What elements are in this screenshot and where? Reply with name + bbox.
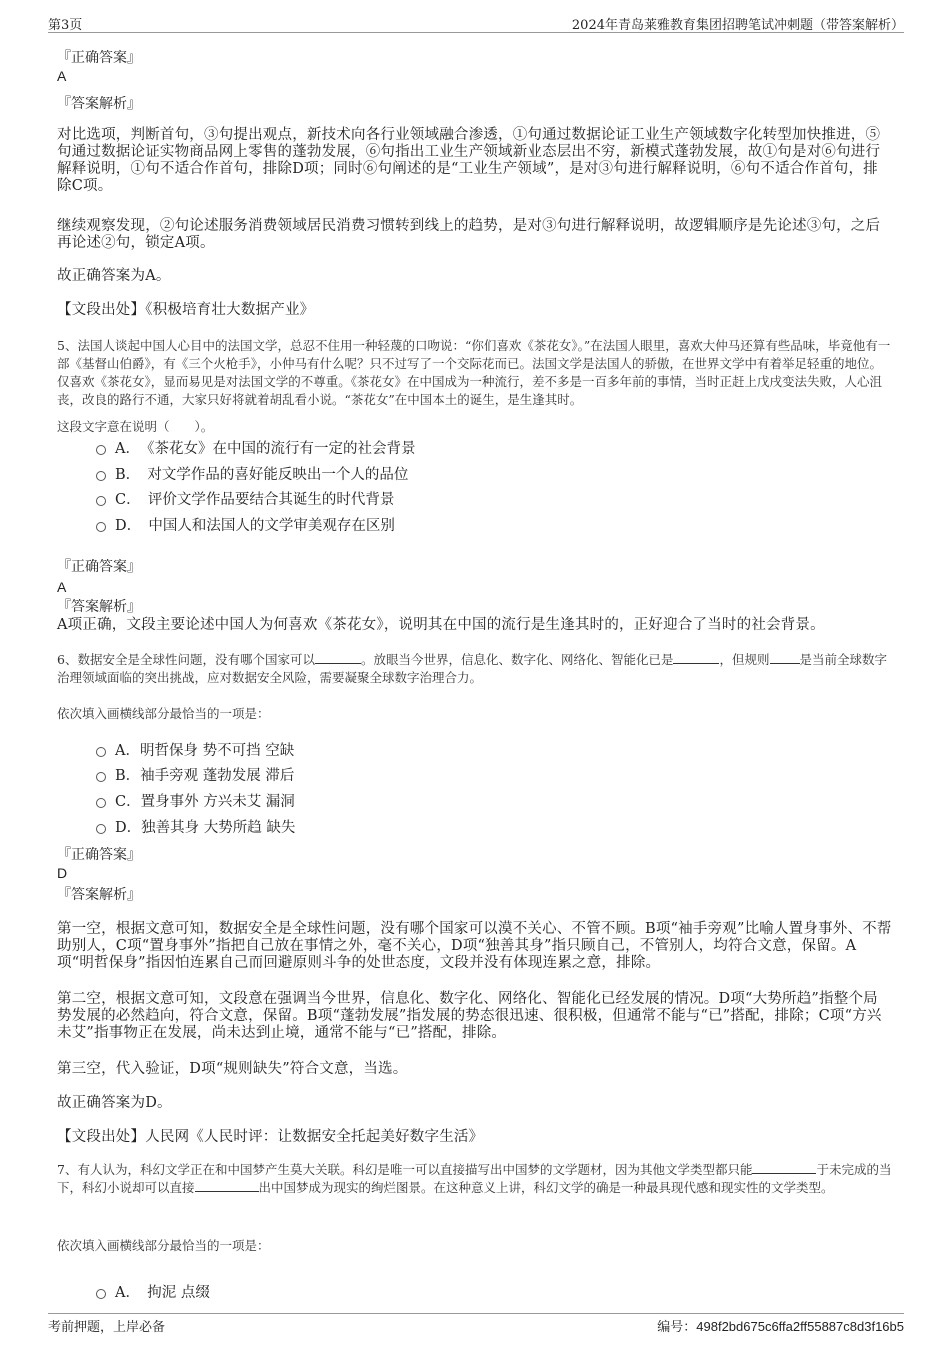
q5-option-b[interactable]: B． 对文学作品的喜好能反映出一个人的品位 — [96, 465, 408, 485]
radio-icon[interactable] — [96, 798, 106, 808]
footer-code: 编号：498f2bd675c6ffa2ff55887c8d3f16b5 — [657, 1319, 904, 1334]
blank-1 — [752, 1173, 816, 1174]
q6-option-c[interactable]: C．置身事外 方兴未艾 漏洞 — [96, 792, 295, 812]
q6-analysis-p1: 第一空，根据文意可知，数据安全是全球性问题，没有哪个国家可以漠不关心、不管不顾。B项“袖手旁观”比喻人置身事外、不帮助别人，C项“置身事外”指把自己放在事情之外，毫不关心，D项“独善其身”指只顾自己，不管别人，均符合文意，保留。A项“明哲保身”指因怕连累自己而回避原则斗争的处世态度，文段并没有体现连累之意，排除。 — [57, 921, 892, 971]
blank-3 — [770, 663, 800, 664]
q5-analysis-label: 『答案解析』 — [57, 599, 141, 615]
page-header — [48, 14, 904, 33]
q4-analysis-p1: 对比选项，判断首句，③句提出观点，新技术向各行业领域融合渗透，①句通过数据论证工业生产领域数字化转型加快推进，⑤句通过数据论证实物商品网上零售的蓬勃发展，⑥句指出工业生产领域新业态层出不穷，新模式蓬勃发展，故①句是对⑥句进行解释说明，①句不适合作首句，排除D项；同时⑥句阐述的是“工业生产领域”，是对③句进行解释说明，⑥句不适合作首句，排除C项。 — [57, 127, 881, 194]
footer-slogan: 考前押题，上岸必备 — [48, 1320, 166, 1335]
document-title: 2024年青岛莱雅教育集团招聘笔试冲刺题（带答案解析） — [571, 18, 904, 33]
radio-icon[interactable] — [96, 522, 106, 532]
q5-option-a[interactable]: A． 《茶花女》在中国的流行有一定的社会背景 — [96, 439, 415, 459]
q6-analysis-p2: 第二空，根据文意可知，文段意在强调当今世界，信息化、数字化、网络化、智能化已经发展的情况。D项“大势所趋”指整个局势发展的必然趋向，符合文意，保留。B项“蓬勃发展”指发展的势态很迅速、很积极，但通常不能与“已”搭配，排除；C项“方兴未艾”指事物正在发展，尚未达到止境，通常不能与“已”搭配，排除。 — [57, 991, 882, 1041]
q6-option-d[interactable]: D．独善其身 大势所趋 缺失 — [96, 818, 295, 838]
blank-2 — [195, 1191, 259, 1192]
radio-icon[interactable] — [96, 445, 106, 455]
q4-analysis-label: 『答案解析』 — [57, 96, 141, 112]
q6-analysis-p4: 故正确答案为D。 — [57, 1095, 172, 1111]
radio-icon[interactable] — [96, 747, 106, 757]
q5-analysis: A项正确，文段主要论述中国人为何喜欢《茶花女》，说明其在中国的流行是生逢其时的，正好迎合了当时的社会背景。 — [57, 617, 825, 633]
radio-icon[interactable] — [96, 496, 106, 506]
q4-analysis-p3: 故正确答案为A。 — [57, 268, 171, 284]
q6-analysis-p3: 第三空，代入验证，D项“规则缺失”符合文意，当选。 — [57, 1061, 408, 1077]
q4-answer-label: 『正确答案』 — [57, 50, 141, 66]
q4-answer: A — [57, 68, 67, 84]
q6-option-b[interactable]: B．袖手旁观 蓬勃发展 滞后 — [96, 766, 294, 786]
q5-option-c[interactable]: C． 评价文学作品要结合其诞生的时代背景 — [96, 490, 394, 510]
radio-icon[interactable] — [96, 772, 106, 782]
q6-source: 【文段出处】人民网《人民时评：让数据安全托起美好数字生活》 — [57, 1129, 484, 1145]
q6-stem: 6、数据安全是全球性问题，没有哪个国家可以 。放眼当今世界，信息化、数字化、网络化、智能化已是 ，但规则 是当前全球数字治理领域面临的突出挑战，应对数据安全风险，需要凝聚全球数字治理合力。 — [57, 652, 888, 685]
q6-analysis-label: 『答案解析』 — [57, 887, 141, 903]
blank-2 — [673, 663, 719, 664]
q6-answer-label: 『正确答案』 — [57, 847, 141, 863]
radio-icon[interactable] — [96, 471, 106, 481]
q7-ask: 依次填入画横线部分最恰当的一项是： — [57, 1238, 270, 1253]
blank-1 — [315, 663, 361, 664]
q5-answer: A — [57, 579, 67, 595]
q5-ask: 这段文字意在说明（ ）。 — [57, 419, 214, 434]
q7-stem: 7、有人认为，科幻文学正在和中国梦产生莫大关联。科幻是唯一可以直接描写出中国梦的文学题材，因为其他文学类型都只能 于未完成的当下，科幻小说却可以直接 出中国梦成为现实的绚烂图景。在这种意义上讲，科幻文学的确是一种最具现代感和现实性的文学类型。 — [57, 1162, 892, 1195]
radio-icon[interactable] — [96, 824, 106, 834]
q6-ask: 依次填入画横线部分最恰当的一项是： — [57, 706, 270, 721]
radio-icon[interactable] — [96, 1289, 106, 1299]
q6-option-a[interactable]: A．明哲保身 势不可挡 空缺 — [96, 741, 294, 761]
page-footer — [48, 1313, 904, 1336]
q4-analysis-p2: 继续观察发现，②句论述服务消费领域居民消费习惯转到线上的趋势，是对③句进行解释说明，故逻辑顺序是先论述③句，之后再论述②句，锁定A项。 — [57, 218, 881, 251]
q7-option-a[interactable]: A． 拘泥 点缀 — [96, 1283, 210, 1303]
q5-stem: 5、法国人谈起中国人心目中的法国文学，总忍不住用一种轻蔑的口吻说：“你们喜欢《茶花女》。”在法国人眼里，喜欢大仲马还算有些品味，毕竟他有一部《基督山伯爵》，有《三个火枪手》，小仲马有什么呢？只不过写了一个交际花而已。法国文学是法国人的骄傲，在世界文学中有着举足轻重的地位。仅喜欢《茶花女》，显而易见是对法国文学的不尊重。《茶花女》在中国成为一种流行，差不多是一百多年前的事情，当时正赶上戊戌变法失败，人心沮丧，改良的路行不通，大家只好将就着胡乱看小说。“茶花女”在中国本土的诞生，是生逢其时。 — [57, 338, 891, 407]
q5-option-d[interactable]: D． 中国人和法国人的文学审美观存在区别 — [96, 516, 395, 536]
q4-source: 【文段出处】《积极培育壮大数据产业》 — [57, 302, 315, 318]
page-number: 第3页 — [48, 18, 83, 33]
q6-answer: D — [57, 865, 68, 881]
q5-answer-label: 『正确答案』 — [57, 559, 141, 575]
